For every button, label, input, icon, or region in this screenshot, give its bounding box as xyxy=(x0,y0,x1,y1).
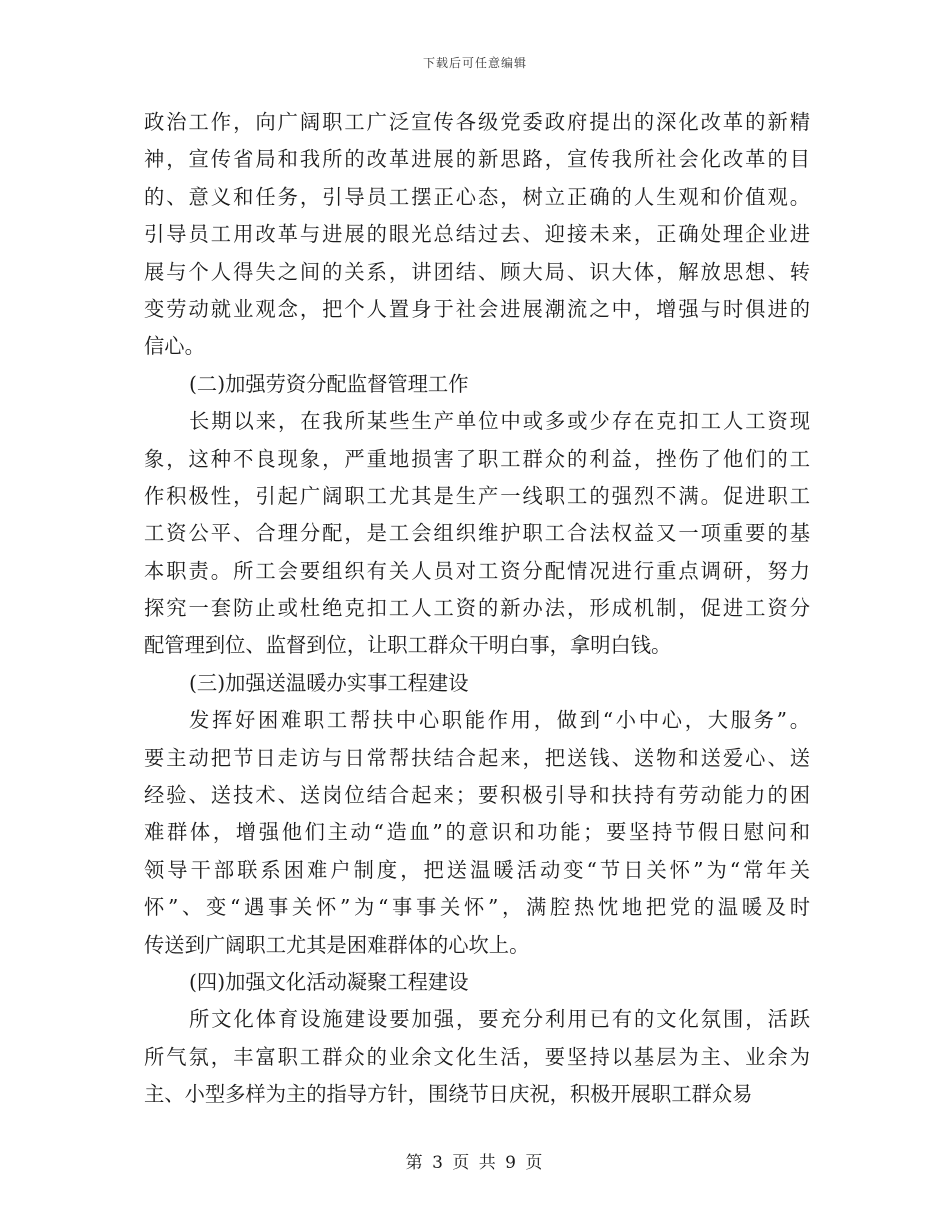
text-line: 展与个人得失之间的关系，讲团结、顾大局、识大体，解放思想、转 xyxy=(144,259,810,284)
text-line: 象，这种不良现象，严重地损害了职工群众的利益，挫伤了他们的工 xyxy=(144,446,810,471)
heading-text: (四)加强文化活动凝聚工程建设 xyxy=(189,969,469,994)
heading-text: (三)加强送温暖办实事工程建设 xyxy=(189,670,469,695)
page-header: 下载后可任意编辑 xyxy=(422,56,527,70)
body-paragraph xyxy=(144,702,810,964)
text-line: 政治工作，向广阔职工广泛宣传各级党委政府提出的深化改革的新精 xyxy=(144,110,810,134)
document-body xyxy=(144,104,810,1114)
text-line: 主、小型多样为主的指导方针，围绕节日庆祝，积极开展职工群众易 xyxy=(144,1082,753,1107)
text-line: 作积极性，引起广阔职工尤其是生产一线职工的强烈不满。促进职工 xyxy=(144,483,810,508)
text-line: 信心。 xyxy=(144,334,205,359)
text-line: 发挥好困难职工帮扶中心职能作用，做到“小中心，大服务”。 xyxy=(189,708,810,733)
body-paragraph xyxy=(144,403,810,665)
text-line: 配管理到位、监督到位，让职工群众干明白事，拿明白钱。 xyxy=(144,633,672,658)
text-line: 探究一套防止或杜绝克扣工人工资的新办法，形成机制，促进工资分 xyxy=(144,596,810,621)
text-line: 经验、送技术、送岗位结合起来；要积极引导和扶持有劳动能力的困 xyxy=(144,783,810,808)
text-line: 所文化体育设施建设要加强，要充分利用已有的文化氛围，活跃 xyxy=(189,1007,810,1032)
section-heading xyxy=(144,366,810,403)
heading-text: (二)加强劳资分配监督管理工作 xyxy=(189,371,469,396)
text-line: 要主动把节日走访与日常帮扶结合起来，把送钱、送物和送爱心、送 xyxy=(144,745,810,770)
text-line: 长期以来，在我所某些生产单位中或多或少存在克扣工人工资现 xyxy=(189,409,810,434)
text-line: 工资公平、合理分配，是工会组织维护职工合法权益又一项重要的基 xyxy=(144,521,810,546)
body-paragraph xyxy=(144,1001,810,1113)
section-heading xyxy=(144,964,810,1001)
page-number-footer: 第 3 页 共 9 页 xyxy=(405,1153,545,1173)
text-line: 本职责。所工会要组织有关人员对工资分配情况进行重点调研，努力 xyxy=(144,558,810,583)
text-line: 的、意义和任务，引导员工摆正心态，树立正确的人生观和价值观。 xyxy=(144,184,810,209)
text-line: 所气氛，丰富职工群众的业余文化生活，要坚持以基层为主、业余为 xyxy=(144,1044,810,1069)
text-line: 引导员工用改革与进展的眼光总结过去、迎接未来，正确处理企业进 xyxy=(144,222,810,247)
section-heading xyxy=(144,665,810,702)
text-line: 难群体，增强他们主动“造血”的意识和功能；要坚持节假日慰问和 xyxy=(144,820,810,845)
text-line: 变劳动就业观念，把个人置身于社会进展潮流之中，增强与时俱进的 xyxy=(144,296,810,321)
text-line: 传送到广阔职工尤其是困难群体的心坎上。 xyxy=(144,932,530,957)
body-paragraph xyxy=(144,104,810,366)
text-line: 领导干部联系困难户制度，把送温暖活动变“节日关怀”为“常年关 xyxy=(144,857,810,882)
text-line: 神，宣传省局和我所的改革进展的新思路，宣传我所社会化改革的目 xyxy=(144,147,810,172)
text-line: 怀”、变“遇事关怀”为“事事关怀”，满腔热忱地把党的温暖及时 xyxy=(144,895,810,920)
